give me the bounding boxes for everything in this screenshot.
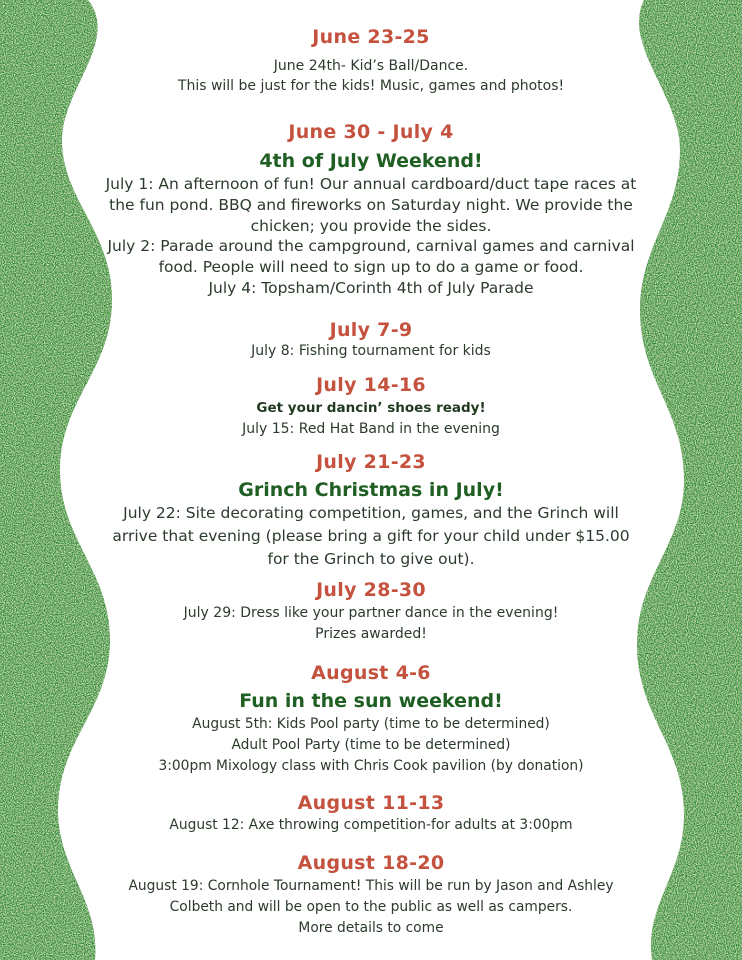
event-detail: the fun pond. BBQ and fireworks on Saturday night. We provide the (109, 196, 633, 214)
event-detail: August 5th: Kids Pool party (time to be determined) (192, 716, 550, 732)
event-date: July 21-23 (316, 451, 426, 473)
event-detail: July 29: Dress like your partner dance in the evening! (183, 605, 559, 621)
event-detail: More details to come (298, 920, 444, 936)
event-date: July 7-9 (329, 319, 413, 341)
event-detail: July 4: Topsham/Corinth 4th of July Parade (208, 279, 534, 297)
event-detail: July 1: An afternoon of fun! Our annual cardboard/duct tape races at (105, 175, 637, 193)
event-detail: for the Grinch to give out). (267, 550, 475, 568)
event-date: June 23-25 (312, 26, 430, 48)
event-detail: chicken; you provide the sides. (250, 217, 492, 235)
event-detail: June 24th- Kid’s Ball/Dance. (273, 58, 469, 74)
event-subheading: Get your dancin’ shoes ready! (256, 400, 486, 416)
event-date: July 28-30 (316, 579, 426, 601)
event-heading: 4th of July Weekend! (259, 150, 483, 172)
event-heading: Fun in the sun weekend! (239, 690, 503, 712)
event-detail: July 2: Parade around the campground, carnival games and carnival (107, 237, 635, 255)
event-detail: August 19: Cornhole Tournament! This will be run by Jason and Ashley (128, 878, 614, 894)
event-detail: food. People will need to sign up to do a game or food. (158, 258, 584, 276)
event-detail: 3:00pm Mixology class with Chris Cook pavilion (by donation) (158, 758, 584, 774)
event-detail: arrive that evening (please bring a gift for your child under $15.00 (112, 527, 630, 545)
event-detail: Adult Pool Party (time to be determined) (231, 737, 511, 753)
event-date: August 11-13 (297, 792, 445, 814)
event-detail: Prizes awarded! (315, 626, 427, 642)
event-detail: July 15: Red Hat Band in the evening (242, 421, 500, 437)
event-schedule (95, 0, 647, 960)
event-detail: July 22: Site decorating competition, games, and the Grinch will (123, 504, 619, 522)
event-detail: Colbeth and will be open to the public as well as campers. (169, 899, 573, 915)
event-detail: August 12: Axe throwing competition-for adults at 3:00pm (169, 817, 573, 833)
event-detail: This will be just for the kids! Music, games and photos! (177, 78, 565, 94)
event-date: August 4-6 (311, 662, 431, 684)
event-heading: Grinch Christmas in July! (238, 479, 504, 501)
event-date: June 30 - July 4 (288, 121, 454, 143)
event-date: August 18-20 (297, 852, 445, 874)
event-date: July 14-16 (316, 374, 426, 396)
event-detail: July 8: Fishing tournament for kids (251, 343, 491, 359)
